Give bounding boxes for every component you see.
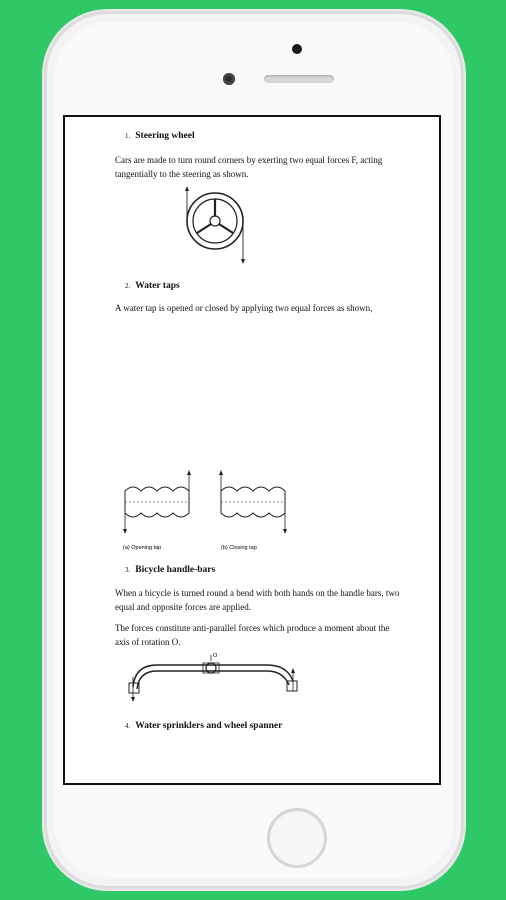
section-number: 3. xyxy=(125,566,131,574)
camera-icon xyxy=(292,44,302,54)
water-tap-figure xyxy=(117,467,297,553)
home-button[interactable] xyxy=(267,808,327,868)
section-title: Bicycle handle-bars xyxy=(135,565,216,575)
section-number: 2. xyxy=(125,282,131,290)
section-heading-steering xyxy=(125,131,195,141)
paragraph-water-taps: A water tap is opened or closed by applying two equal forces as shown, xyxy=(115,303,373,313)
tap-caption-a: (a) Opening tap xyxy=(123,545,162,551)
section-title: Steering wheel xyxy=(135,131,195,141)
paragraph-bicycle-2: The forces constitute anti-parallel forces which produce a moment about the axis of rotation O. xyxy=(115,623,390,647)
section-title: Water sprinklers and wheel spanner xyxy=(135,721,283,731)
handlebar-figure xyxy=(127,651,305,703)
front-sensor xyxy=(223,73,235,85)
section-heading-water-taps xyxy=(125,281,180,291)
paragraph-steering: Cars are made to turn round corners by exerting two equal forces F, acting tangentially to the steering as shown. xyxy=(115,155,383,179)
paragraph-bicycle-1: When a bicycle is turned round a bend with both hands on the handle bars, two equal and opposite forces are applied. xyxy=(115,588,400,612)
tap-caption-b: (b) Closing tap xyxy=(221,545,257,551)
section-heading-bicycle xyxy=(125,565,215,575)
handlebar-label-o: O xyxy=(213,653,218,659)
section-number: 1. xyxy=(125,132,131,140)
earpiece-speaker xyxy=(264,75,334,83)
section-heading-sprinklers xyxy=(125,721,282,731)
section-title: Water taps xyxy=(135,281,180,291)
phone-screen[interactable] xyxy=(63,115,441,785)
section-number: 4. xyxy=(125,722,131,730)
document-page xyxy=(65,117,439,783)
steering-wheel-figure xyxy=(183,185,247,269)
